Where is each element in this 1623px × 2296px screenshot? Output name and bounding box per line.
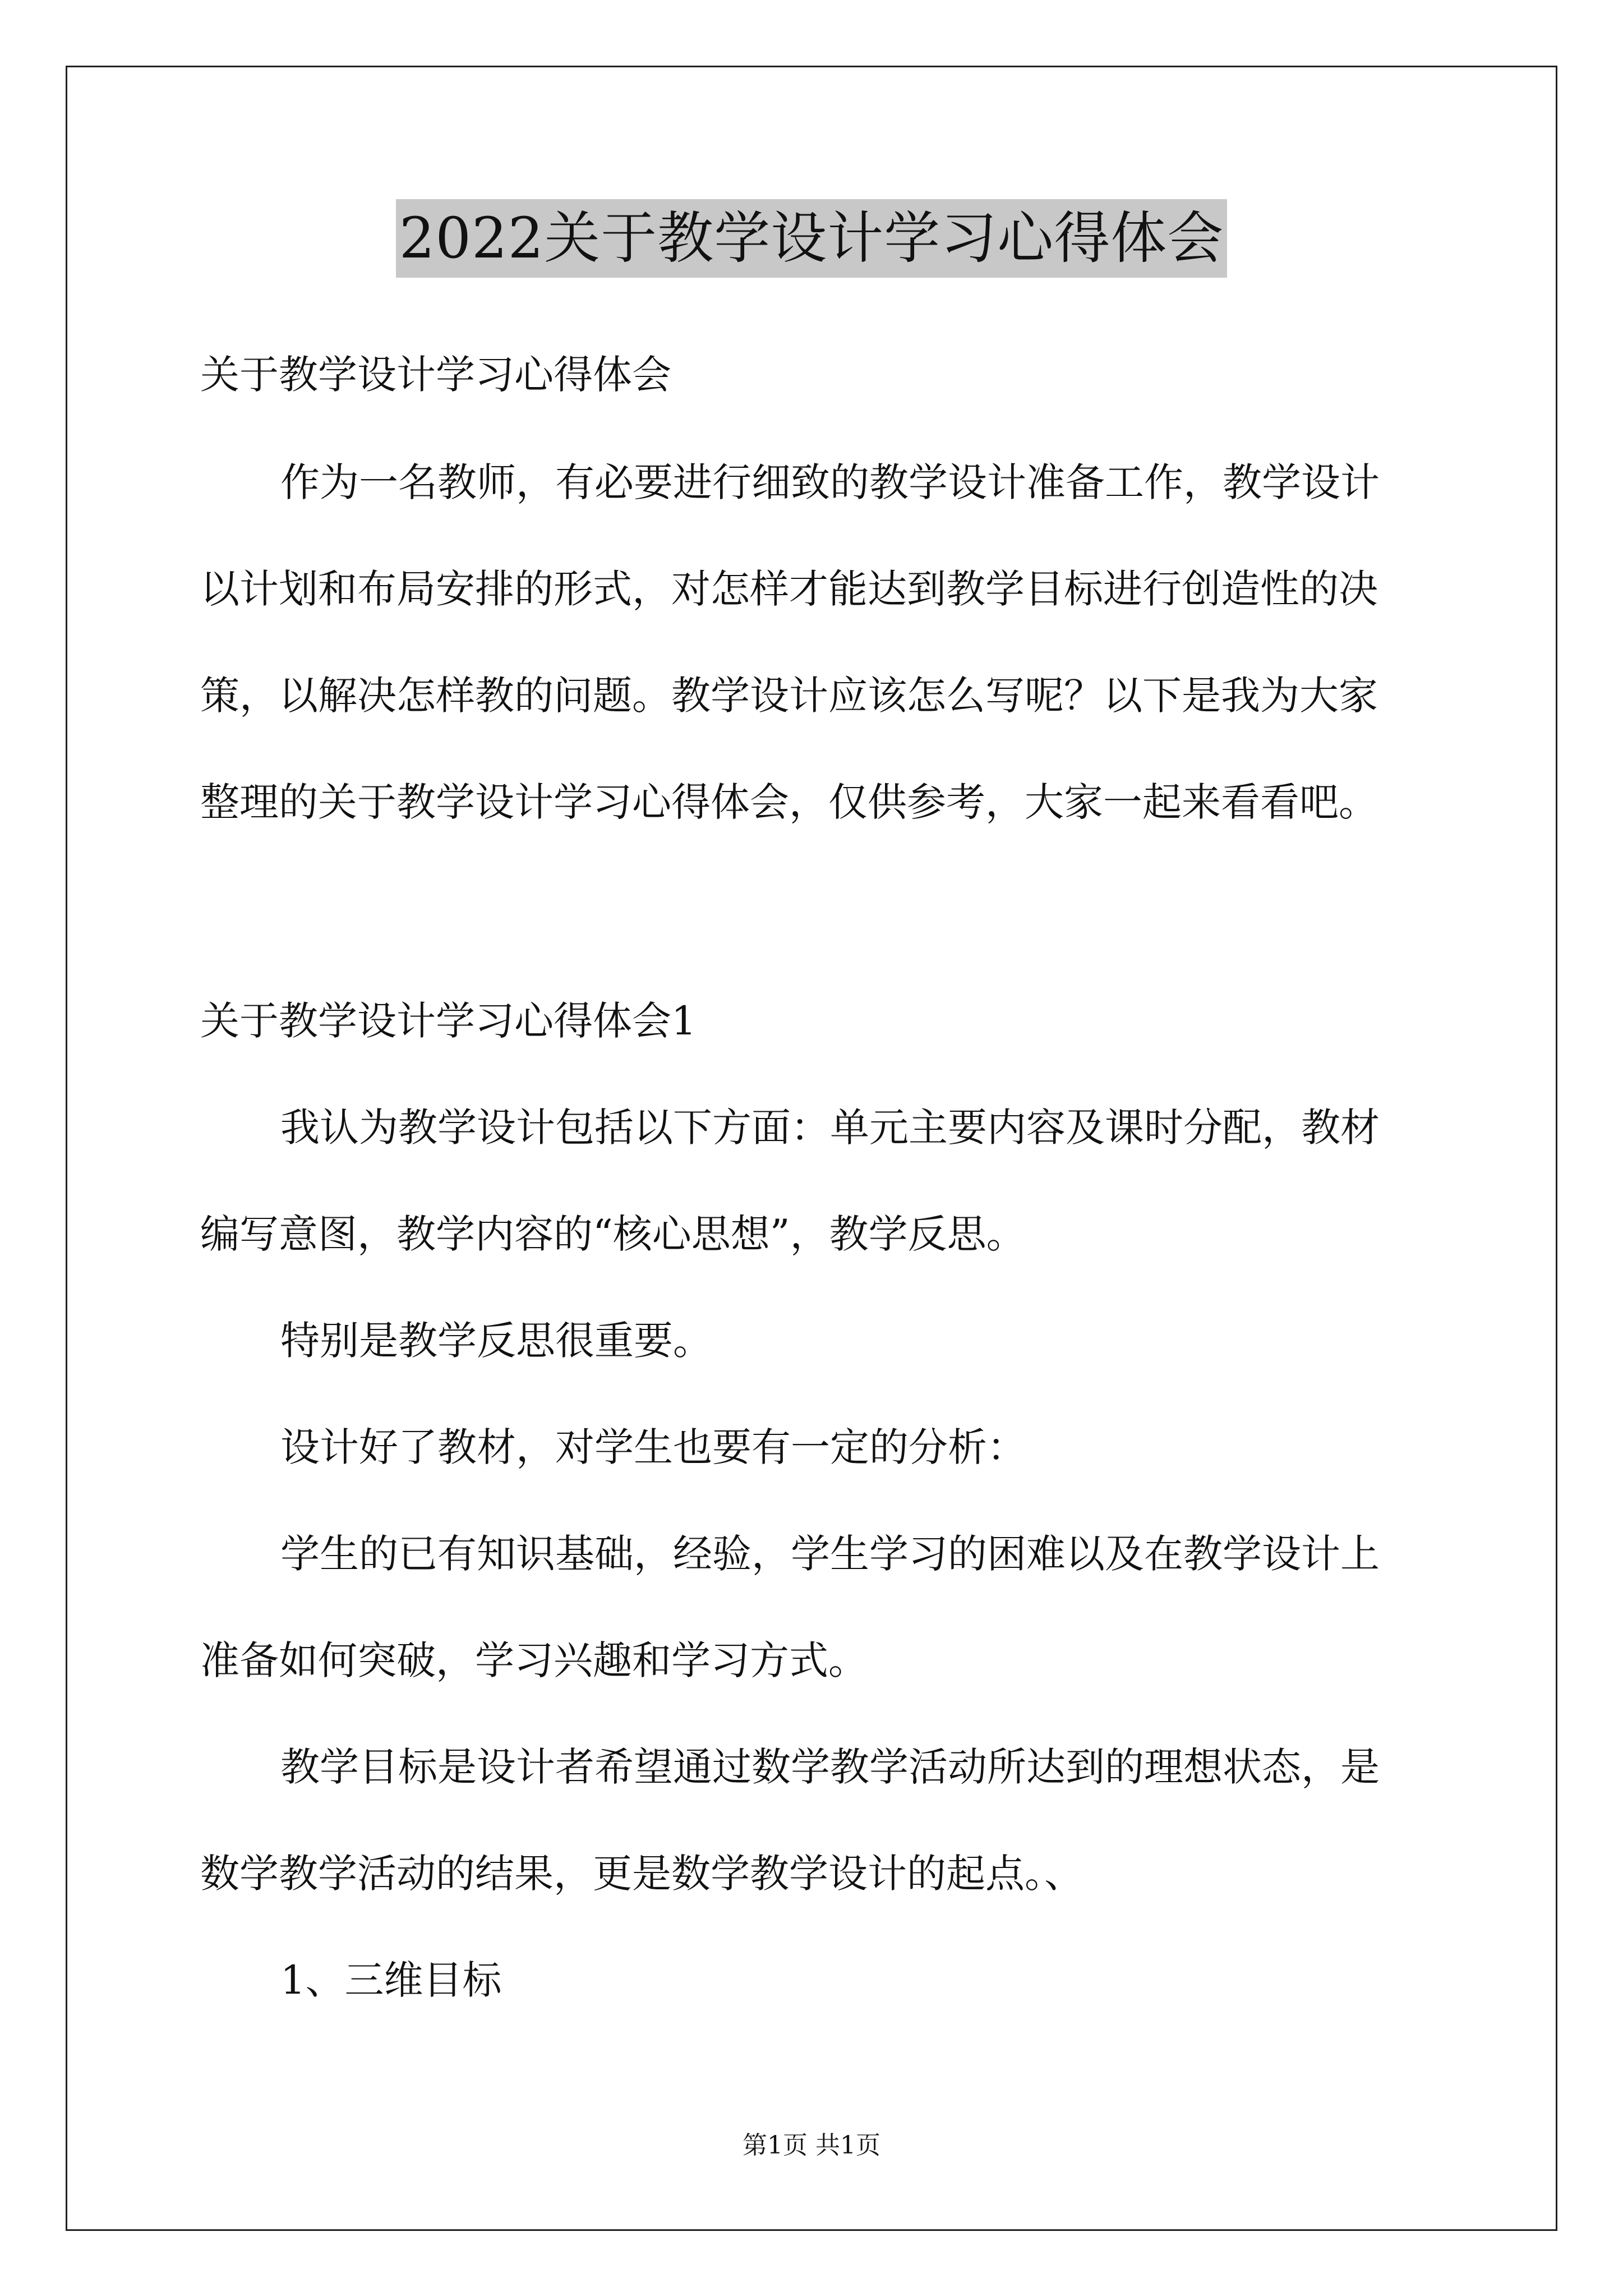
body-line-9: 1、三维目标 [280, 1957, 502, 2003]
body-line-1: 我认为教学设计包括以下方面：单元主要内容及课时分配，教材 [280, 1105, 1380, 1151]
intro-line-2: 以计划和布局安排的形式，对怎样才能达到教学目标进行创造性的决 [200, 566, 1378, 612]
title-container [0, 199, 1623, 278]
intro-line-3: 策，以解决怎样教的问题。教学设计应该怎么写呢？以下是我为大家 [200, 673, 1378, 719]
body-line-8: 数学教学活动的结果，更是数学教学设计的起点。、 [200, 1851, 1083, 1897]
body-line-2: 编写意图，教学内容的“核心思想”，教学反思。 [200, 1211, 1026, 1257]
body-line-6: 准备如何突破，学习兴趣和学习方式。 [200, 1637, 868, 1683]
document-title: 2022关于教学设计学习心得体会 [396, 199, 1228, 278]
body-line-3: 特别是教学反思很重要。 [280, 1318, 712, 1364]
body-line-7: 教学目标是设计者希望通过数学教学活动所达到的理想状态，是 [280, 1744, 1380, 1790]
intro-line-4: 整理的关于教学设计学习心得体会，仅供参考，大家一起来看看吧。 [200, 779, 1378, 825]
body-line-4: 设计好了教材，对学生也要有一定的分析： [280, 1424, 1026, 1470]
page-footer: 第1页 共1页 [743, 2131, 880, 2160]
intro-line-1: 作为一名教师，有必要进行细致的教学设计准备工作，教学设计 [280, 459, 1380, 505]
body-line-5: 学生的已有知识基础，经验，学生学习的困难以及在教学设计上 [280, 1531, 1380, 1577]
section-heading: 关于教学设计学习心得体会1 [200, 998, 697, 1044]
document-subtitle: 关于教学设计学习心得体会 [200, 352, 671, 398]
